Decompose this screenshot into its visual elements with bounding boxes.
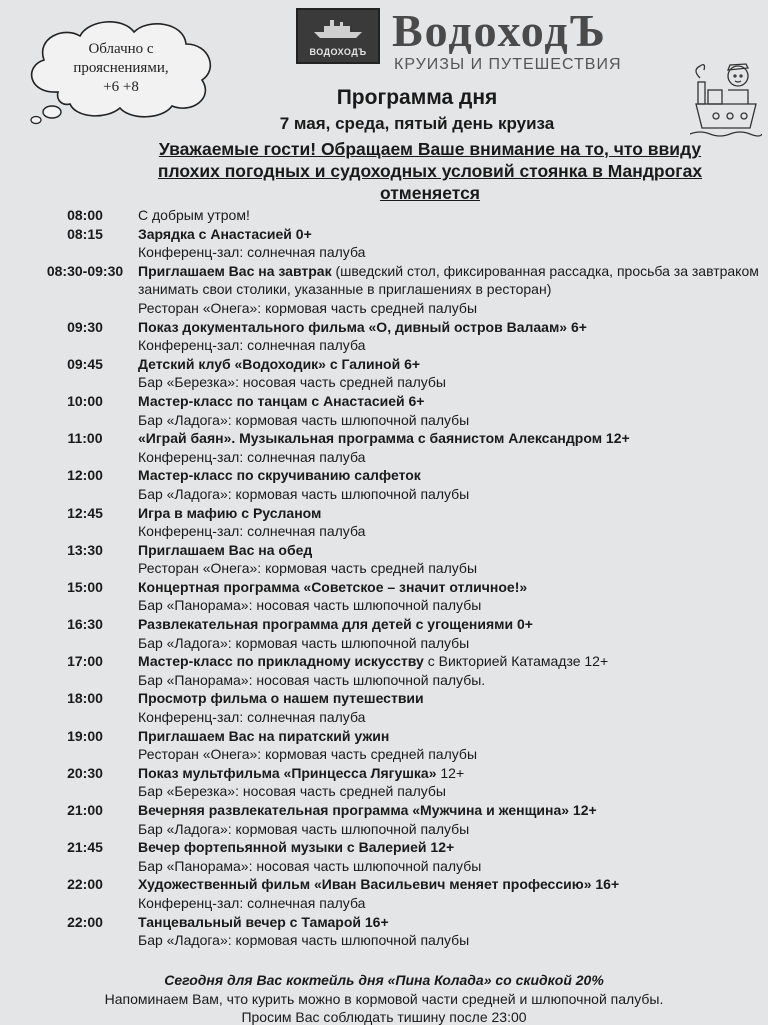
event-line [138,727,762,746]
event-location: Бар «Ладога»: кормовая часть шлюпочной палубы [138,485,470,502]
schedule-item [32,262,762,318]
event-note: (шведский стол, фиксированная рассадка, просьба за завтраком занимать свои столики, указанные в приглашениях в ресторан) [138,262,759,298]
event-title: Показ мультфильма «Принцесса Лягушка» [138,764,437,781]
schedule-item [32,225,762,262]
schedule-time: 13:30 [67,541,103,558]
event-title: Приглашаем Вас на обед [138,541,313,558]
event-location: Бар «Ладога»: кормовая часть шлюпочной палубы [138,411,470,428]
ship-icon [312,18,364,40]
schedule-time: 11:00 [67,430,103,447]
schedule-time: 21:45 [67,839,103,856]
schedule-details [138,355,762,392]
brand-tagline: КРУИЗЫ И ПУТЕШЕСТВИЯ [394,56,622,73]
event-line [138,262,762,299]
event-line [138,615,762,634]
schedule-details [138,913,762,950]
schedule-time: 19:00 [67,727,103,744]
schedule-time: 08:30-09:30 [46,262,124,279]
event-location: Ресторан «Онега»: кормовая часть средней палубы [138,746,478,763]
schedule-item [32,689,762,726]
schedule-details [138,875,762,912]
event-line [138,225,762,244]
event-title: С добрым утром! [138,207,250,223]
schedule-details [138,727,762,764]
schedule-details [138,392,762,429]
event-line [138,318,762,337]
logo-badge-text: ВОДОХОДЪ [309,47,367,57]
event-line [138,541,762,560]
event-location: Бар «Березка»: носовая часть средней палубы [138,374,446,391]
weather-line-1: Облачно с [88,41,154,57]
schedule-item [32,392,762,429]
schedule-time: 12:45 [67,504,103,521]
schedule-details [138,615,762,652]
schedule-time: 09:45 [67,355,103,372]
schedule-time: 22:00 [67,876,103,893]
schedule-time: 18:00 [67,690,103,707]
schedule-time: 20:30 [67,764,103,781]
schedule-details [138,689,762,726]
schedule-item [32,578,762,615]
schedule-item [32,838,762,875]
schedule-time: 21:00 [67,802,103,818]
program-date: 7 мая, среда, пятый день круиза [279,114,555,133]
event-title: Вечер фортепьянной музыки с Валерией 12+ [138,839,455,856]
schedule-item [32,764,762,801]
event-title: Развлекательная программа для детей с угощениями 0+ [138,616,533,633]
weather-line-2: прояснениями, [73,60,169,76]
event-title: Детский клуб «Водоходик» с Галиной 6+ [138,355,421,372]
schedule-time: 17:00 [67,653,103,670]
event-title: Мастер-класс по танцам с Анастасией 6+ [138,392,425,409]
event-location: Конференц-зал: солнечная палуба [138,244,366,261]
schedule-time: 16:30 [67,616,103,633]
event-title: «Играй баян». Музыкальная программа с баянистом Александром 12+ [138,430,630,447]
event-title: Концертная программа «Советское – значит отличное!» [138,578,528,595]
schedule-details [138,206,762,225]
event-title: Художественный фильм «Иван Васильевич меняет профессию» 16+ [138,876,620,893]
event-location: Бар «Ладога»: кормовая часть шлюпочной палубы [138,634,470,651]
event-line [138,875,762,894]
event-location: Бар «Панорама»: носовая часть шлюпочной палубы. [138,671,486,688]
event-line [138,764,762,783]
schedule-time: 22:00 [67,913,103,930]
event-location: Бар «Панорама»: носовая часть шлюпочной палубы [138,857,482,874]
schedule-item [32,913,762,950]
event-title: Танцевальный вечер с Тамарой 16+ [138,913,389,930]
event-location: Конференц-зал: солнечная палуба [138,709,366,726]
event-line [138,206,762,225]
schedule-time: 10:00 [67,392,103,409]
event-line [138,392,762,411]
event-line [138,504,762,523]
event-line [138,429,762,448]
event-title: Приглашаем Вас на пиратский ужин [138,727,390,744]
event-location: Конференц-зал: солнечная палуба [138,894,366,911]
event-location: Конференц-зал: солнечная палуба [138,337,366,354]
event-line [138,913,762,932]
schedule-details [138,429,762,466]
schedule-details [138,541,762,578]
event-title: Просмотр фильма о нашем путешествии [138,690,424,707]
event-title: Зарядка с Анастасией 0+ [138,225,312,242]
event-line [138,801,762,820]
event-note: с Викторией Катамадзе 12+ [423,653,609,670]
schedule-time: 12:00 [67,467,103,484]
schedule-item [32,727,762,764]
event-title: Показ документального фильма «О, дивный остров Валаам» 6+ [138,318,587,335]
event-line [138,466,762,485]
schedule-details [138,578,762,615]
event-title: Приглашаем Вас на завтрак [138,262,332,279]
smoking-reminder: Напоминаем Вам, что курить можно в кормовой части средней и шлюпочной палубы. [104,991,664,1007]
event-location: Бар «Березка»: носовая часть средней палубы [138,783,446,800]
event-location: Ресторан «Онега»: кормовая часть средней палубы [138,299,478,316]
schedule-details [138,838,762,875]
weather-line-3: +6 +8 [103,79,139,95]
schedule-item [32,206,762,225]
schedule-details [138,764,762,801]
schedule-list [32,206,762,950]
schedule-time: 08:15 [67,225,103,242]
schedule-item [32,875,762,912]
company-logo-badge [296,8,380,64]
event-location: Конференц-зал: солнечная палуба [138,448,366,465]
schedule-details [138,801,762,838]
schedule-item [32,355,762,392]
quiet-hours-notice: Просим Вас соблюдать тишину после 23:00 [241,1009,527,1025]
event-title: Вечерняя развлекательная программа «Мужчина и женщина» 12+ [138,802,597,818]
schedule-item [32,466,762,503]
event-title: Мастер-класс по скручиванию салфеток [138,467,421,484]
event-line [138,689,762,708]
event-line [138,838,762,857]
cancellation-notice: Уважаемые гости! Обращаем Ваше внимание на то, что ввиду плохих погодных и судоходных условий стоянка в Мандрогах отменяется [157,139,703,203]
event-title: Игра в мафию с Русланом [138,504,322,521]
schedule-item [32,541,762,578]
event-location: Конференц-зал: солнечная палуба [138,523,366,540]
event-title: Мастер-класс по прикладному искусству [138,653,424,670]
event-location: Бар «Панорама»: носовая часть шлюпочной палубы [138,597,482,614]
schedule-details [138,466,762,503]
cocktail-of-the-day: Сегодня для Вас коктейль дня «Пина Колада» со скидкой 20% [164,972,604,988]
event-location: Бар «Ладога»: кормовая часть шлюпочной палубы [138,932,470,949]
schedule-item [32,504,762,541]
schedule-item [32,318,762,355]
event-line [138,578,762,597]
schedule-details [138,262,762,318]
schedule-item [32,615,762,652]
schedule-details [138,318,762,355]
page-title: Программа дня [336,86,498,109]
brand-name: ВодоходЪ [392,5,607,56]
event-line [138,652,762,671]
event-location: Бар «Ладога»: кормовая часть шлюпочной палубы [138,820,470,837]
schedule-time: 15:00 [67,578,103,595]
schedule-details [138,225,762,262]
schedule-item [32,652,762,689]
schedule-details [138,652,762,689]
event-line [138,355,762,374]
event-note: 12+ [436,764,465,781]
schedule-item [32,429,762,466]
schedule-time: 08:00 [67,207,103,223]
schedule-details [138,504,762,541]
schedule-time: 09:30 [67,318,103,335]
schedule-item [32,801,762,838]
event-location: Ресторан «Онега»: кормовая часть средней палубы [138,560,478,577]
